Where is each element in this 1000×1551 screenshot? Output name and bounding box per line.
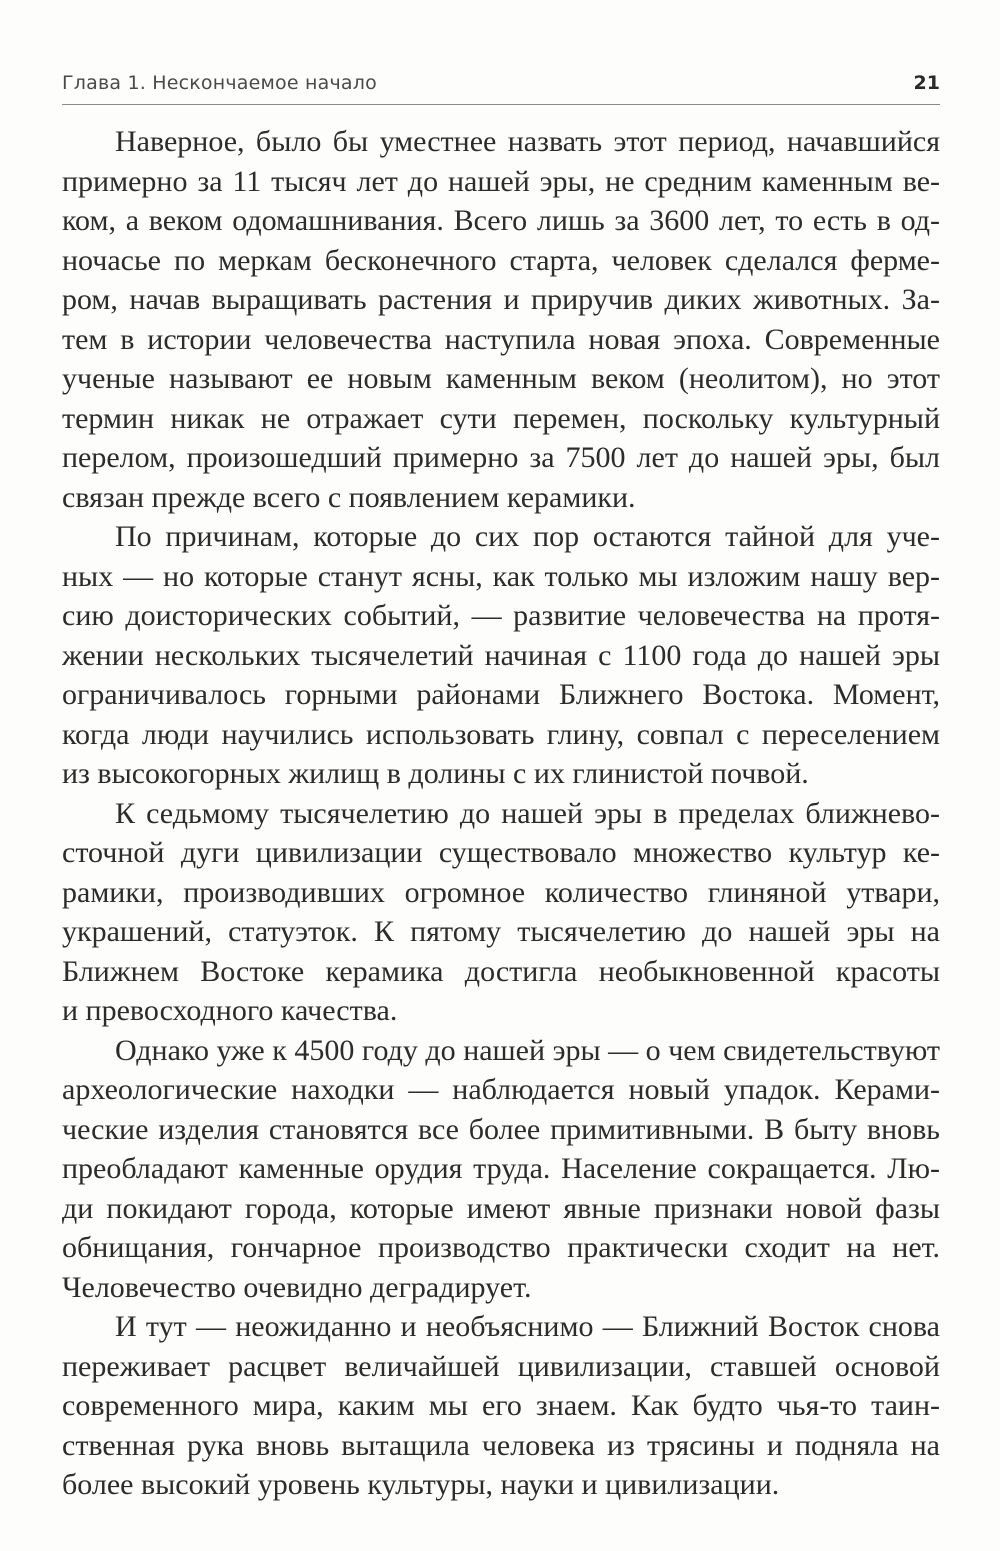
- text-line: перелом, произошедший примерно за 7500 лет до нашей эры, был: [62, 441, 940, 474]
- text-line: ди покидают города, которые имеют явные признаки новой фазы: [62, 1191, 940, 1225]
- text-line: ром, начав выращивать растения и приручив диких животных. За-: [62, 283, 940, 316]
- text-line: связан прежде всего с появлением керамики.: [62, 480, 636, 514]
- text-line: Ближнем Востоке керамика достигла необыкновенной красоты: [62, 954, 940, 988]
- text-line: археологические находки — наблюдается новый упадок. Керами-: [62, 1073, 940, 1106]
- paragraph-5: [62, 1307, 940, 1505]
- text-line: сию доисторических событий, — развитие человечества на протя-: [62, 599, 940, 632]
- paragraph-2: [62, 517, 940, 794]
- text-line: обнищания, гончарное производство практически сходит на нет.: [62, 1231, 940, 1264]
- text-line: преобладают каменные орудия труда. Население сокращается. Лю-: [62, 1152, 940, 1185]
- text-line: жении нескольких тысячелетий начиная с 1100 года до нашей эры: [62, 638, 940, 672]
- text-line: Наверное, было бы уместнее назвать этот период, начавшийся: [115, 125, 940, 158]
- text-line: ученые называют ее новым каменным веком (неолитом), но этот: [62, 362, 940, 395]
- text-line: ночасье по меркам бесконечного старта, человек сделался ферме-: [62, 243, 940, 277]
- text-line: ных — но которые станут ясны, как только мы изложим нашу вер-: [62, 559, 940, 593]
- text-line: ческие изделия становятся все более примитивными. В быту вновь: [62, 1112, 940, 1146]
- text-line: И тут — неожиданно и необъяснимо — Ближний Восток снова: [115, 1310, 940, 1343]
- paragraph-1: [62, 122, 940, 517]
- text-line: и превосходного качества.: [62, 994, 398, 1027]
- text-line: современного мира, каким мы его знаем. Как будто чья-то таин-: [62, 1389, 940, 1422]
- text-line: переживает расцвет величайшей цивилизации, ставшей основой: [62, 1349, 940, 1383]
- text-line: ограничивалось горными районами Ближнего Востока. Момент,: [62, 678, 940, 711]
- text-line: когда люди научились использовать глину, совпал с переселением: [62, 717, 940, 751]
- text-line: термин никак не отражает сути перемен, поскольку культурный: [62, 401, 940, 435]
- text-line: сточной дуги цивилизации существовало множество культур ке-: [62, 836, 940, 869]
- paragraph-3: [62, 794, 940, 1031]
- text-line: Однако уже к 4500 году до нашей эры — о чем свидетельствуют: [115, 1033, 940, 1067]
- text-line: По причинам, которые до сих пор остаются тайной для уче-: [115, 520, 940, 553]
- text-line: рамики, производивших огромное количество глиняной утвари,: [62, 875, 940, 909]
- text-line: ком, а веком одомашнивания. Всего лишь за 3600 лет, то есть в од-: [62, 204, 940, 237]
- text-line: из высокогорных жилищ в долины с их глинистой почвой.: [62, 757, 809, 790]
- text-line: Человечество очевидно деградирует.: [62, 1270, 532, 1304]
- text-line: ственная рука вновь вытащила человека из трясины и подняла на: [62, 1428, 940, 1462]
- paragraph-4: [62, 1031, 940, 1308]
- body-text: [62, 122, 940, 1505]
- text-line: К седьмому тысячелетию до нашей эры в пределах ближнево-: [115, 796, 940, 830]
- page-number: 21: [913, 72, 940, 94]
- text-line: более высокий уровень культуры, науки и цивилизации.: [62, 1468, 780, 1501]
- text-line: украшений, статуэток. К пятому тысячелетию до нашей эры на: [62, 915, 940, 948]
- text-line: тем в истории человечества наступила новая эпоха. Современные: [62, 322, 940, 356]
- text-line: примерно за 11 тысяч лет до нашей эры, не средним каменным ве-: [62, 164, 940, 198]
- running-head: [62, 70, 940, 105]
- chapter-title: Глава 1. Нескончаемое начало: [62, 72, 377, 94]
